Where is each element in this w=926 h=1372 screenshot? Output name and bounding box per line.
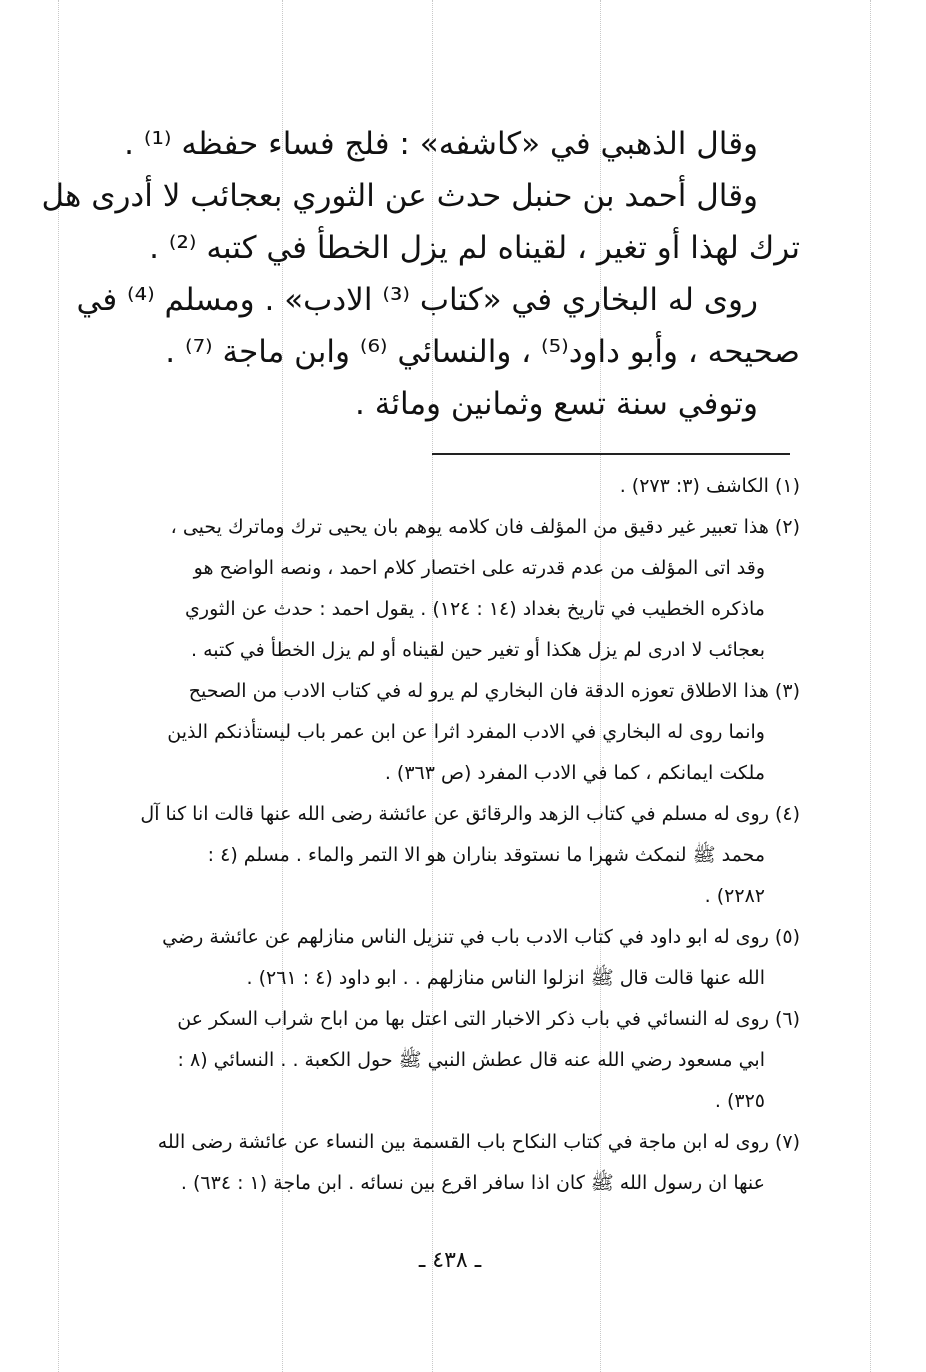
- main-text-block: [41, 118, 800, 430]
- footnote-line: (٧) روى له ابن ماجة في كتاب النكاح باب القسمة بين النساء عن عائشة رضى الله: [157, 1131, 800, 1153]
- footnote-line: (٦) روى له النسائي في باب ذكر الاخبار التى اعتل بها من اباح شراب السكر عن: [177, 1008, 800, 1030]
- footnote-line: (١) الكاشف (٣: ٢٧٣) .: [619, 475, 800, 497]
- footnote-line: ملكت ايمانكم ، كما في الادب المفرد (ص ٣٦٣) .: [384, 762, 765, 784]
- footnote-line: (٥) روى له ابو داود في كتاب الادب باب في تنزيل الناس منازلهم عن عائشة رضي: [162, 926, 800, 948]
- main-text-line: روى له البخاري في «كتاب ⁽³⁾ الادب» . ومسلم ⁽⁴⁾ في: [76, 282, 758, 318]
- main-text-line: وتوفي سنة تسع وثمانين ومائة .: [355, 386, 758, 422]
- footnote-line: الله عنها قالت قال ﷺ انزلوا الناس منازلهم . . ابو داود (٤ : ٢٦١) .: [246, 967, 765, 989]
- footnote-line: (٣) هذا الاطلاق تعوزه الدقة فان البخاري لم يرو له في كتاب الادب من الصحيح: [188, 680, 800, 702]
- footnote-divider: [432, 453, 790, 455]
- footnote-line: محمد ﷺ لنمكث شهرا ما نستوقد بناران هو الا التمر والماء . مسلم (٤ :: [207, 844, 765, 866]
- footnotes-block: [85, 466, 800, 1204]
- scan-guide-line: [870, 0, 871, 1372]
- main-text-line: وقال الذهبي في «كاشفه» : فلج فساء حفظه ⁽¹⁾ .: [124, 126, 758, 162]
- footnote-line: ٢٢٨٢) .: [704, 885, 765, 907]
- footnote-line: وانما روى له البخاري في الادب المفرد اثرا عن ابن عمر باب ليستأذنكم الذين: [167, 721, 765, 743]
- footnote-line: وقد اتى المؤلف من عدم قدرته على اختصار كلام احمد ، ونصه الواضح هو: [193, 557, 765, 579]
- footnote-line: عنها ان رسول الله ﷺ كان اذا سافر اقرع بين نسائه . ابن ماجة (١ : ٦٣٤) .: [180, 1172, 765, 1194]
- footnote-line: (٢) هذا تعبير غير دقيق من المؤلف فان كلامه يوهم بان يحيى ترك وماترك يحيى ،: [170, 516, 800, 538]
- footnote-line: بعجائب لا ادرى لم يزل هكذا أو تغير حين لقيناه أو لم يزل الخطأ في كتبه .: [191, 639, 765, 661]
- footnote-line: ابي مسعود رضي الله عنه قال عطش النبي ﷺ حول الكعبة . . النسائي (٨ :: [177, 1049, 765, 1071]
- main-text-line: ترك لهذا أو تغير ، لقيناه لم يزل الخطأ في كتبه ⁽²⁾ .: [149, 230, 800, 266]
- main-text-line: وقال أحمد بن حنبل حدث عن الثوري بعجائب لا أدرى هل: [41, 178, 758, 214]
- footnote-line: ماذكره الخطيب في تاريخ بغداد (١٤ : ١٢٤) . يقول احمد : حدث عن الثوري: [185, 598, 765, 620]
- footnote-line: (٤) روى له مسلم في كتاب الزهد والرقائق عن عائشة رضى الله عنها قالت انا كنا آل: [140, 803, 800, 825]
- main-text-line: صحيحه ، وأبو داود⁽⁵⁾ ، والنسائي ⁽⁶⁾ وابن ماجة ⁽⁷⁾ .: [165, 334, 800, 370]
- footnote-line: ٣٢٥) .: [714, 1090, 765, 1112]
- page-number: ـ ٤٣٨ ـ: [418, 1248, 482, 1273]
